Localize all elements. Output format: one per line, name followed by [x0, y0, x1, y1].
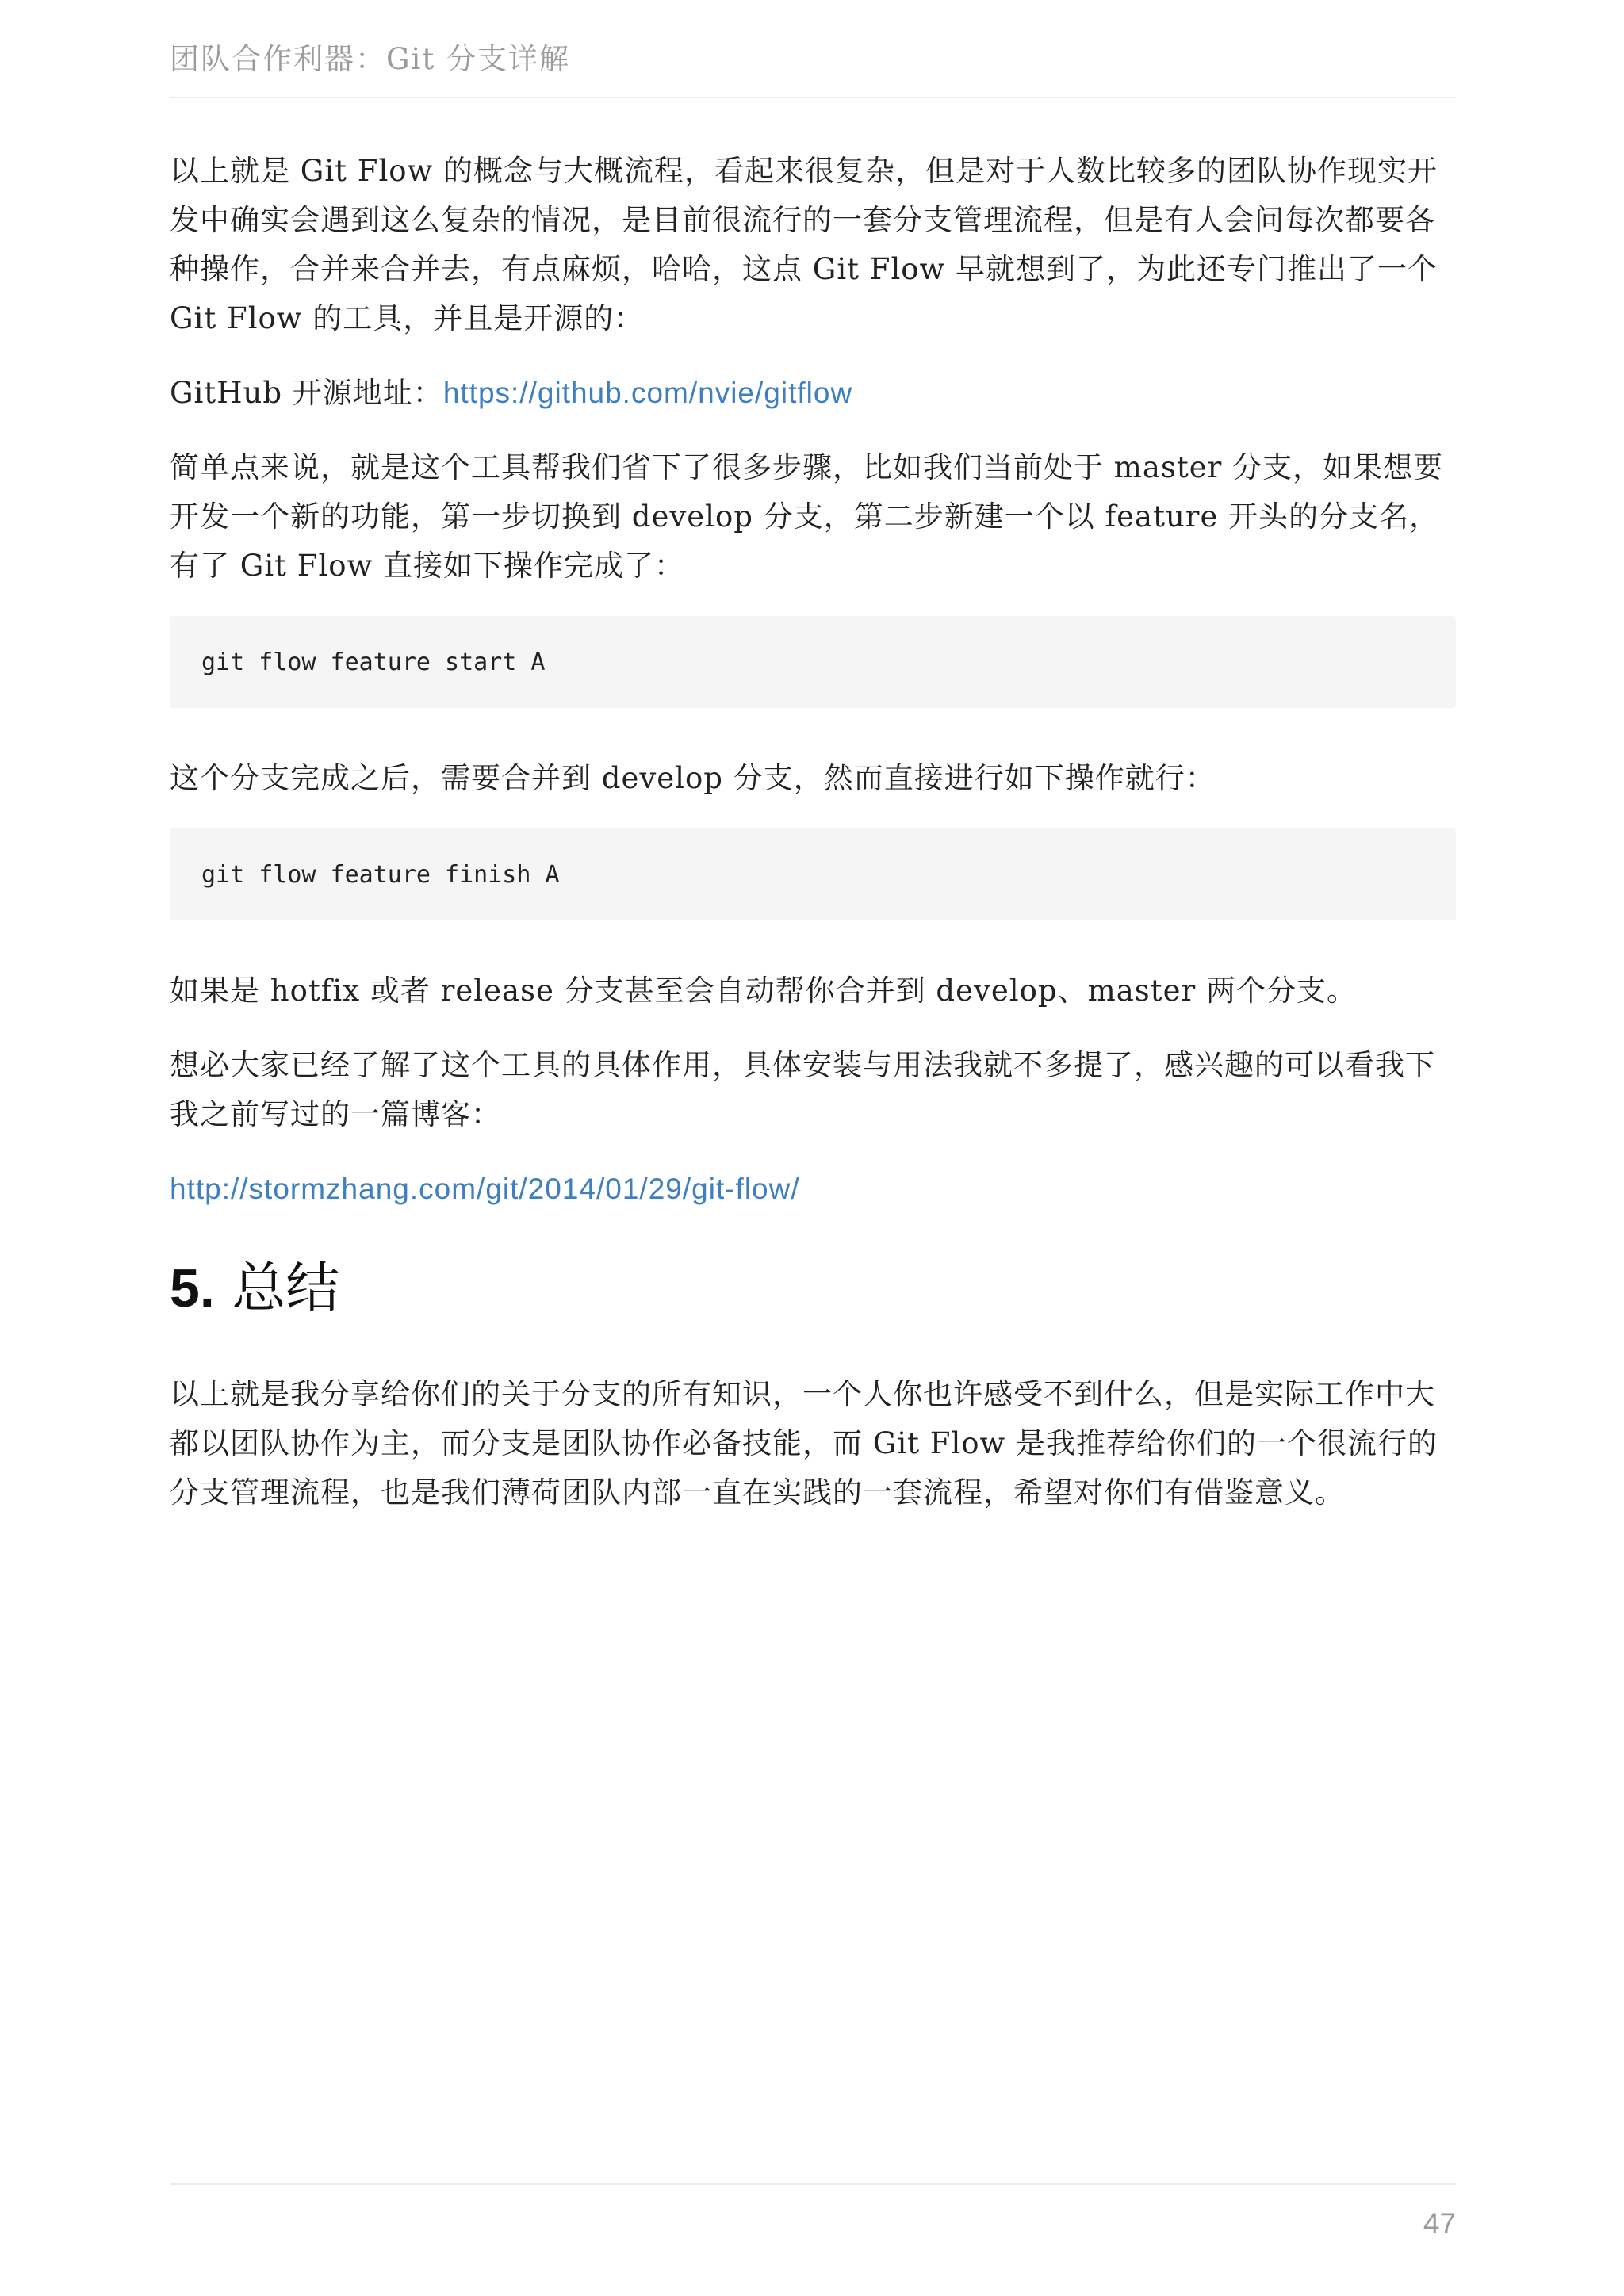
paragraph-blog-reference: 想必大家已经了解了这个工具的具体作用，具体安装与用法我就不多提了，感兴趣的可以看我下我之前写过的一篇博客： — [170, 1048, 1435, 1131]
code-block-feature-start — [170, 616, 1456, 708]
code-block-feature-finish — [170, 828, 1456, 920]
footer-divider — [170, 2183, 1456, 2185]
page-number: 47 — [1423, 2207, 1456, 2240]
github-address-label: GitHub 开源地址： — [170, 376, 443, 410]
section-title: 总结 — [232, 1257, 340, 1320]
section-heading-summary — [170, 1257, 1456, 1321]
document-page — [170, 0, 1456, 2296]
paragraph-tool-explanation: 简单点来说，就是这个工具帮我们省下了很多步骤，比如我们当前处于 master 分支，如果想要开发一个新的功能，第一步切换到 develop 分支，第二步新建一个以 feature 开头的分支名，有了 Git Flow 直接如下操作完成了： — [170, 450, 1444, 583]
section-number: 5. — [170, 1258, 215, 1318]
blog-link[interactable]: http://stormzhang.com/git/2014/01/29/git-flow/ — [170, 1173, 800, 1205]
code-feature-start: git flow feature start A — [201, 648, 546, 676]
page-content — [170, 147, 1456, 1543]
paragraph-gitflow-intro: 以上就是 Git Flow 的概念与大概流程，看起来很复杂，但是对于人数比较多的团队协作现实开发中确实会遇到这么复杂的情况，是目前很流行的一套分支管理流程，但是有人会问每次都要各种操作，合并来合并去，有点麻烦，哈哈，这点 Git Flow 早就想到了，为此还专门推出了一个 Git Flow 的工具，并且是开源的： — [170, 154, 1438, 335]
blog-link-line — [170, 1165, 1456, 1214]
running-header: 团队合作利器：Git 分支详解 — [170, 42, 571, 76]
code-feature-finish: git flow feature finish A — [201, 860, 560, 889]
github-address-line — [170, 369, 1456, 418]
github-link[interactable]: https://github.com/nvie/gitflow — [442, 377, 853, 409]
header-divider — [170, 97, 1456, 98]
paragraph-summary: 以上就是我分享给你们的关于分支的所有知识，一个人你也许感受不到什么，但是实际工作中大都以团队协作为主，而分支是团队协作必备技能，而 Git Flow 是我推荐给你们的一个很流行的分支管理流程，也是我们薄荷团队内部一直在实践的一套流程，希望对你们有借鉴意义。 — [170, 1377, 1438, 1510]
paragraph-hotfix-release: 如果是 hotfix 或者 release 分支甚至会自动帮你合并到 develop、master 两个分支。 — [170, 974, 1357, 1008]
paragraph-finish-branch: 这个分支完成之后，需要合并到 develop 分支，然而直接进行如下操作就行： — [170, 761, 1216, 795]
